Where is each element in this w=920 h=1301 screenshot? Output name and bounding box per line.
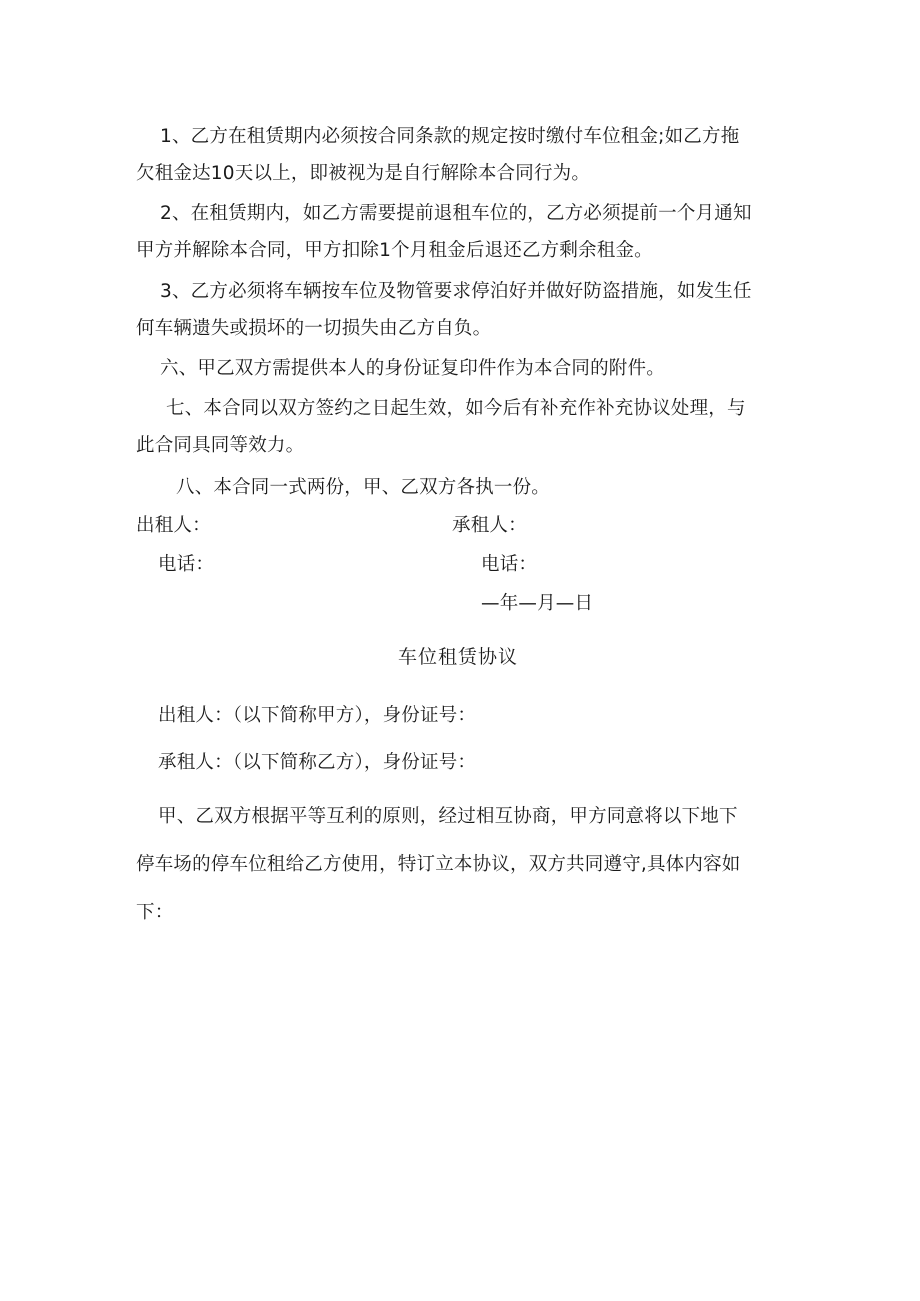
clause-6: 六、甲乙双方需提供本人的身份证复印件作为本合同的附件。 xyxy=(160,358,665,379)
clause-7-line-2: 此合同具同等效力。 xyxy=(136,435,305,456)
clause-1-line-1: 1、乙方在租赁期内必须按合同条款的规定按时缴付车位租金;如乙方拖 xyxy=(160,126,740,147)
lessee-signature-label: 承租人： xyxy=(452,515,527,536)
agreement-intro-line-2: 停车场的停车位租给乙方使用，特订立本协议，双方共同遵守,具体内容如 xyxy=(136,854,741,875)
lessor-phone-label: 电话： xyxy=(158,554,215,575)
clause-8: 八、本合同一式两份，甲、乙双方各执一份。 xyxy=(176,477,551,498)
agreement-title: 车位租赁协议 xyxy=(398,646,519,668)
lessee-phone-label: 电话： xyxy=(481,554,538,575)
clause-2-line-1: 2、在租赁期内，如乙方需要提前退租车位的，乙方必须提前一个月通知 xyxy=(160,203,752,224)
clause-3-line-1: 3、乙方必须将车辆按车位及物管要求停泊好并做好防盗措施，如发生任 xyxy=(160,281,752,302)
agreement-intro-line-1: 甲、乙双方根据平等互利的原则，经过相互协商，甲方同意将以下地下 xyxy=(158,806,738,827)
lessor-signature-label: 出租人： xyxy=(136,515,211,536)
agreement-intro-line-3: 下： xyxy=(136,902,174,923)
agreement-lessee-line: 承租人：（以下简称乙方），身份证号： xyxy=(158,752,477,773)
agreement-lessor-line: 出租人：（以下简称甲方），身份证号： xyxy=(158,705,477,726)
clause-3-line-2: 何车辆遗失或损坏的一切损失由乙方自负。 xyxy=(136,318,492,339)
clause-2-line-2: 甲方并解除本合同，甲方扣除1个月租金后退还乙方剩余租金。 xyxy=(136,240,653,261)
signing-date: —年—月—日 xyxy=(481,593,594,614)
clause-1-line-2: 欠租金达10天以上，即被视为是自行解除本合同行为。 xyxy=(136,163,591,184)
clause-7-line-1: 七、本合同以双方签约之日起生效，如今后有补充作补充协议处理，与 xyxy=(166,398,746,419)
